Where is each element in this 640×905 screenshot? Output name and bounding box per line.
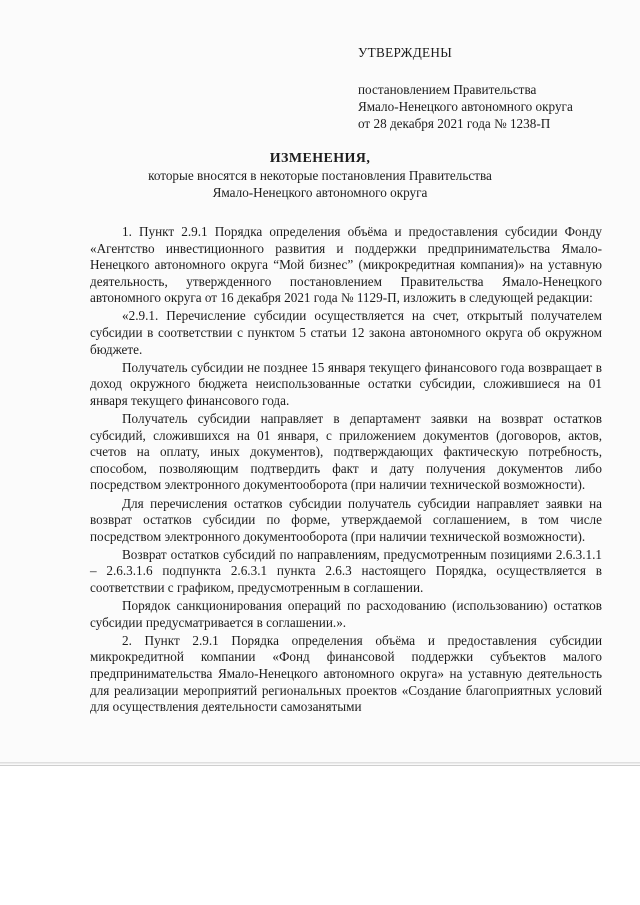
approval-line: Ямало-Ненецкого автономного округа [358,99,573,114]
paragraph: Для перечисления остатков субсидии получатель субсидии направляет заявки на возврат остатков субсидии по форме, утверждаемой соглашением, в том числе посредством электронного документооборота (при наличии технической возможности). [90,495,602,544]
document-title-block [60,150,580,201]
document-body [90,224,602,717]
document-subtitle-line: Ямало-Ненецкого автономного округа [212,185,428,200]
paragraph: «2.9.1. Перечисление субсидии осуществляется на счет, открытый получателем субсидии в соответствии с пунктом 5 статьи 12 закона автономного округа об окружном бюджете. [90,308,602,357]
approval-heading: УТВЕРЖДЕНЫ [358,45,453,60]
approval-line: постановлением Правительства [358,82,537,97]
paragraph: Возврат остатков субсидий по направлениям, предусмотренным позициями 2.6.3.1.1 – 2.6.3.1.6 подпункта 2.6.3.1 пункта 2.6.3 настоящего Порядка, осуществляется в соответствии с графиком, предусмотренным в соглашении. [90,546,602,595]
approval-line: от 28 декабря 2021 года № 1238-П [358,116,551,131]
document-subtitle-line: которые вносятся в некоторые постановления Правительства [148,168,492,183]
paragraph: Получатель субсидии направляет в департамент заявки на возврат остатков субсидий, сложившихся на 01 января, с приложением документов (договоров, актов, счетов на оплату, иных документов), подтверждающих фактическую потребность, способом, позволяющим подтвердить факт и дату получения документов либо посредством электронного документооборота (при наличии технической возможности). [90,411,602,493]
paragraph: 2. Пункт 2.9.1 Порядка определения объёма и предоставления субсидии микрокредитной компании «Фонд финансовой поддержки субъектов малого предпринимательства Ямало-Ненецкого автономного округа» на уставную деятельность для реализации мероприятий региональных проектов «Создание благоприятных условий для осуществления деятельности самозанятыми [90,632,602,715]
document-title: ИЗМЕНЕНИЯ, [269,151,371,166]
paragraph: Получатель субсидии не позднее 15 января текущего финансового года возвращает в доход окружного бюджета неиспользованные остатки субсидии, сложившиеся на 01 января текущего финансового года. [90,359,602,408]
paragraph: Порядок санкционирования операций по расходованию (использованию) остатков субсидии предусматривается в соглашении.». [90,598,602,630]
approval-block [358,44,628,132]
paragraph: 1. Пункт 2.9.1 Порядка определения объёма и предоставления субсидии Фонду «Агентство инвестиционного развития и поддержки предпринимательства Ямало-Ненецкого автономного округа “Мой бизнес” (микрокредитная компания)» на уставную деятельность, утвержденного постановлением Правительства Ямало-Ненецкого автономного округа от 16 декабря 2021 года № 1129-П, изложить в следующей редакции: [90,224,602,306]
